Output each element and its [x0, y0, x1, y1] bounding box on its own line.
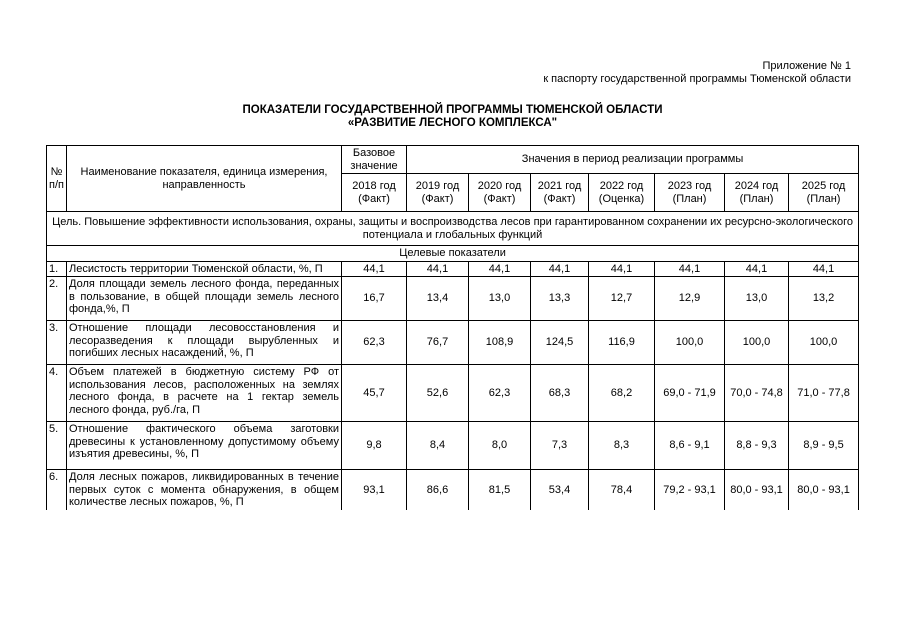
header-year-kind: (Факт): [543, 192, 576, 205]
header-year: [725, 174, 789, 212]
appendix-note: [543, 60, 851, 86]
title-line-2: «РАЗВИТИЕ ЛЕСНОГО КОМПЛЕКСА": [347, 117, 558, 129]
indicator-value: 13,2: [789, 277, 859, 321]
indicator-value: 71,0 - 77,8: [789, 365, 859, 422]
header-year-label: 2020 год: [477, 180, 522, 192]
indicator-value: 53,4: [531, 470, 589, 510]
header-year-kind: (Факт): [421, 192, 454, 205]
table-row: [47, 365, 859, 422]
indicator-value: 8,4: [407, 422, 469, 470]
indicator-value: 13,0: [725, 277, 789, 321]
indicator-value: 9,8: [342, 422, 407, 470]
indicator-name: Отношение площади лесовосстановления и лесоразведения к площади вырубленных и погибших лесных насаждений, %, П: [67, 321, 342, 365]
header-year-kind: (Факт): [483, 192, 516, 205]
header-year-kind: (Оценка): [598, 192, 645, 205]
header-year-kind: (Факт): [358, 192, 390, 205]
header-year-label: 2024 год: [734, 180, 779, 192]
indicator-value: 44,1: [589, 261, 655, 277]
document-title: [0, 104, 905, 130]
indicator-value: 44,1: [789, 261, 859, 277]
indicator-value: 62,3: [342, 321, 407, 365]
row-number: 6.: [47, 470, 67, 510]
indicator-name: Лесистость территории Тюменской области, %, П: [67, 261, 342, 277]
header-year-label: 2023 год: [667, 180, 712, 192]
indicator-value: 62,3: [469, 365, 531, 422]
row-number: 5.: [47, 422, 67, 470]
header-year-label: 2021 год: [537, 180, 582, 192]
header-num: № п/п: [47, 146, 67, 212]
header-year: [407, 174, 469, 212]
row-number: 3.: [47, 321, 67, 365]
section-row: Целевые показатели: [47, 246, 859, 262]
indicator-value: 76,7: [407, 321, 469, 365]
appendix-line-2: к паспорту государственной программы Тюменской области: [543, 73, 851, 85]
indicator-value: 100,0: [725, 321, 789, 365]
indicator-value: 44,1: [725, 261, 789, 277]
indicator-value: 8,8 - 9,3: [725, 422, 789, 470]
header-year-label: 2018 год: [352, 180, 396, 192]
table-row: [47, 321, 859, 365]
indicator-name: Отношение фактического объема заготовки древесины к установленному допустимому объему изъятия древесины, %, П: [67, 422, 342, 470]
table-row: [47, 470, 859, 510]
indicator-value: 68,3: [531, 365, 589, 422]
header-year-label: 2019 год: [415, 180, 460, 192]
title-line-1: ПОКАЗАТЕЛИ ГОСУДАРСТВЕННОЙ ПРОГРАММЫ ТЮМЕНСКОЙ ОБЛАСТИ: [242, 104, 663, 116]
header-period: Значения в период реализации программы: [407, 146, 859, 174]
indicator-value: 13,3: [531, 277, 589, 321]
table-row: [47, 261, 859, 277]
indicator-value: 12,7: [589, 277, 655, 321]
indicator-value: 45,7: [342, 365, 407, 422]
header-year-kind: (План): [739, 192, 774, 205]
header-base: Базовое значение: [342, 146, 407, 174]
indicator-value: 44,1: [531, 261, 589, 277]
indicator-value: 124,5: [531, 321, 589, 365]
header-year: [469, 174, 531, 212]
indicator-value: 8,6 - 9,1: [655, 422, 725, 470]
indicator-value: 86,6: [407, 470, 469, 510]
header-year: [342, 174, 407, 212]
indicators-table: [46, 145, 859, 510]
header-name: Наименование показателя, единица измерения, направленность: [67, 146, 342, 212]
header-year-kind: (План): [672, 192, 707, 205]
indicator-value: 52,6: [407, 365, 469, 422]
header-year: [655, 174, 725, 212]
row-number: 2.: [47, 277, 67, 321]
indicator-name: Доля лесных пожаров, ликвидированных в течение первых суток с момента обнаружения, в общем количестве лесных пожаров, %, П: [67, 470, 342, 510]
indicator-value: 81,5: [469, 470, 531, 510]
indicator-value: 100,0: [655, 321, 725, 365]
indicator-value: 8,3: [589, 422, 655, 470]
indicator-value: 44,1: [407, 261, 469, 277]
indicator-value: 79,2 - 93,1: [655, 470, 725, 510]
indicator-value: 44,1: [469, 261, 531, 277]
appendix-line-1: Приложение № 1: [762, 60, 851, 72]
row-number: 1.: [47, 261, 67, 277]
header-year-label: 2025 год: [801, 180, 846, 192]
indicator-value: 93,1: [342, 470, 407, 510]
indicator-value: 108,9: [469, 321, 531, 365]
indicator-value: 8,9 - 9,5: [789, 422, 859, 470]
indicator-value: 68,2: [589, 365, 655, 422]
indicator-value: 13,0: [469, 277, 531, 321]
indicator-name: Объем платежей в бюджетную систему РФ от использования лесов, расположенных на землях лесного фонда, в расчете на 1 гектар земель лесного фонда, руб./га, П: [67, 365, 342, 422]
indicator-value: 69,0 - 71,9: [655, 365, 725, 422]
indicator-name: Доля площади земель лесного фонда, переданных в пользование, в общей площади земель лесного фонда,%, П: [67, 277, 342, 321]
indicator-value: 16,7: [342, 277, 407, 321]
header-year: [589, 174, 655, 212]
indicator-value: 78,4: [589, 470, 655, 510]
row-number: 4.: [47, 365, 67, 422]
table-row: [47, 277, 859, 321]
indicator-value: 116,9: [589, 321, 655, 365]
indicator-value: 44,1: [655, 261, 725, 277]
indicator-value: 13,4: [407, 277, 469, 321]
indicator-value: 80,0 - 93,1: [725, 470, 789, 510]
indicator-value: 8,0: [469, 422, 531, 470]
indicator-value: 12,9: [655, 277, 725, 321]
indicator-value: 70,0 - 74,8: [725, 365, 789, 422]
header-year-kind: (План): [806, 192, 841, 205]
goal-row: Цель. Повышение эффективности использования, охраны, защиты и воспроизводства лесов при гарантированном сохранении их ресурсно-экологического потенциала и глобальных функций: [47, 212, 859, 246]
indicator-value: 44,1: [342, 261, 407, 277]
table-row: [47, 422, 859, 470]
header-year-label: 2022 год: [599, 180, 644, 192]
indicator-value: 7,3: [531, 422, 589, 470]
header-year: [789, 174, 859, 212]
indicator-value: 100,0: [789, 321, 859, 365]
header-year: [531, 174, 589, 212]
indicator-value: 80,0 - 93,1: [789, 470, 859, 510]
